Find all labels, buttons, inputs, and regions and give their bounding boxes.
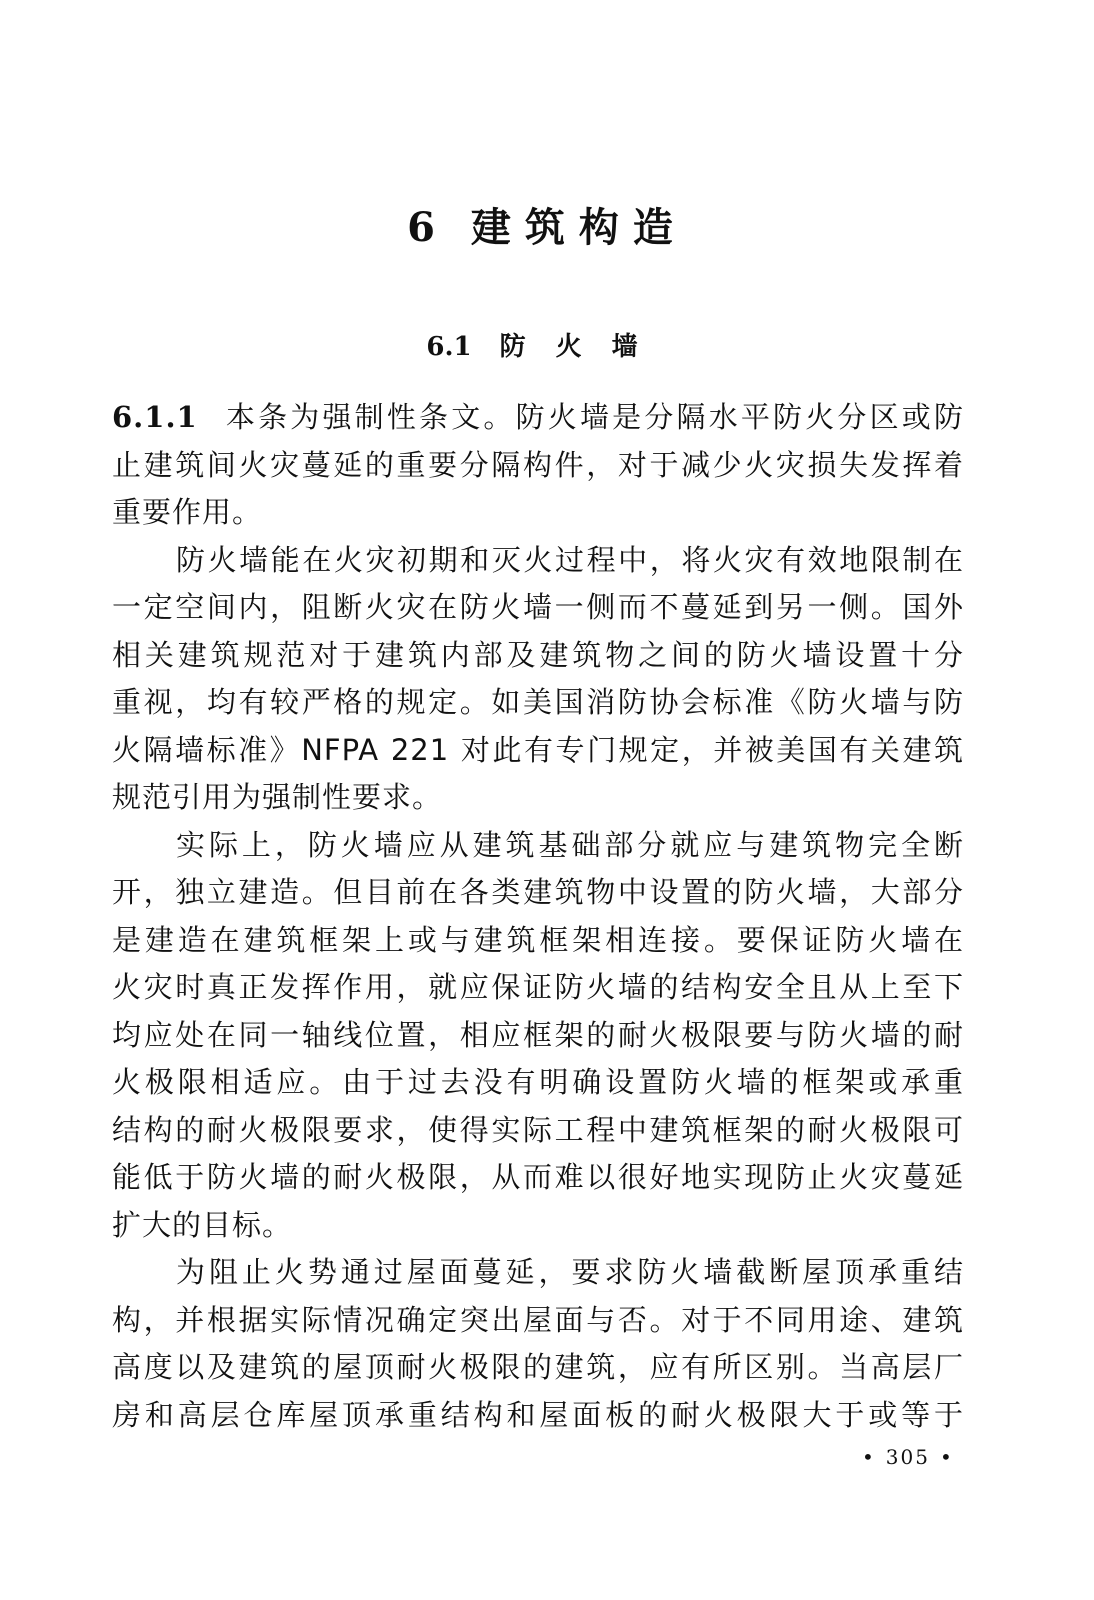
chapter-title-text: 建筑构造	[470, 204, 687, 251]
text-line: 均应处在同一轴线位置，相应框架的耐火极限要与防火墙的耐	[112, 1017, 964, 1052]
text-line: 一定空间内，阻断火灾在防火墙一侧而不蔓延到另一侧。国外	[112, 590, 964, 624]
text-line: 开，独立建造。但目前在各类建筑物中设置的防火墙，大部分	[112, 875, 964, 909]
paragraph	[112, 394, 964, 537]
text-line: 是建造在建筑框架上或与建筑框架相连接。要保证防火墙在	[112, 922, 964, 957]
chapter-title	[0, 200, 1094, 256]
page-number	[852, 1445, 964, 1469]
text-line: 止建筑间火灾蔓延的重要分隔构件，对于减少火灾损失发挥着	[112, 447, 964, 482]
text-line: 为阻止火势通过屋面蔓延，要求防火墙截断屋顶承重结	[176, 1255, 964, 1289]
chapter-number: 6	[407, 204, 449, 251]
text-line: 相关建筑规范对于建筑内部及建筑物之间的防火墙设置十分	[112, 637, 964, 672]
text-line: 重要作用。	[112, 495, 263, 529]
text-line: 高度以及建筑的屋顶耐火极限的建筑，应有所区别。当高层厂	[112, 1350, 964, 1384]
paragraph	[112, 1249, 964, 1439]
text-line: 扩大的目标。	[112, 1207, 293, 1242]
text-line: 能低于防火墙的耐火极限，从而难以很好地实现防止火灾蔓延	[112, 1160, 964, 1194]
text-line: 火灾时真正发挥作用，就应保证防火墙的结构安全且从上至下	[112, 970, 964, 1004]
paragraph	[112, 537, 964, 822]
section-title-text: 防火墙	[499, 332, 668, 362]
paragraph	[112, 822, 964, 1250]
body-text	[112, 394, 964, 1439]
text-line: 构，并根据实际情况确定突出屋面与否。对于不同用途、建筑	[112, 1302, 964, 1337]
section-title	[0, 327, 1094, 367]
clause-number: 6.1.1	[112, 400, 198, 434]
text-line: 结构的耐火极限要求，使得实际工程中建筑框架的耐火极限可	[112, 1112, 964, 1147]
text-line: 火极限相适应。由于过去没有明确设置防火墙的框架或承重	[112, 1065, 964, 1099]
page-number-text: 305	[885, 1445, 930, 1469]
text-line: 规范引用为强制性要求。	[112, 780, 443, 814]
text-line: 重视，均有较严格的规定。如美国消防协会标准《防火墙与防	[112, 685, 964, 719]
text-line: 火隔墙标准》NFPA 221 对此有专门规定，并被美国有关建筑	[112, 732, 964, 767]
text-line: 6.1.1 本条为强制性条文。防火墙是分隔水平防火分区或防	[112, 400, 964, 434]
bullet-dot-icon: •	[939, 1445, 954, 1469]
section-number: 6.1	[426, 332, 472, 362]
text-line: 防火墙能在火灾初期和灭火过程中，将火灾有效地限制在	[176, 542, 964, 577]
text-line: 房和高层仓库屋顶承重结构和屋面板的耐火极限大于或等于	[112, 1397, 964, 1432]
text-line: 实际上，防火墙应从建筑基础部分就应与建筑物完全断	[176, 827, 964, 862]
bullet-dot-icon: •	[862, 1445, 876, 1469]
